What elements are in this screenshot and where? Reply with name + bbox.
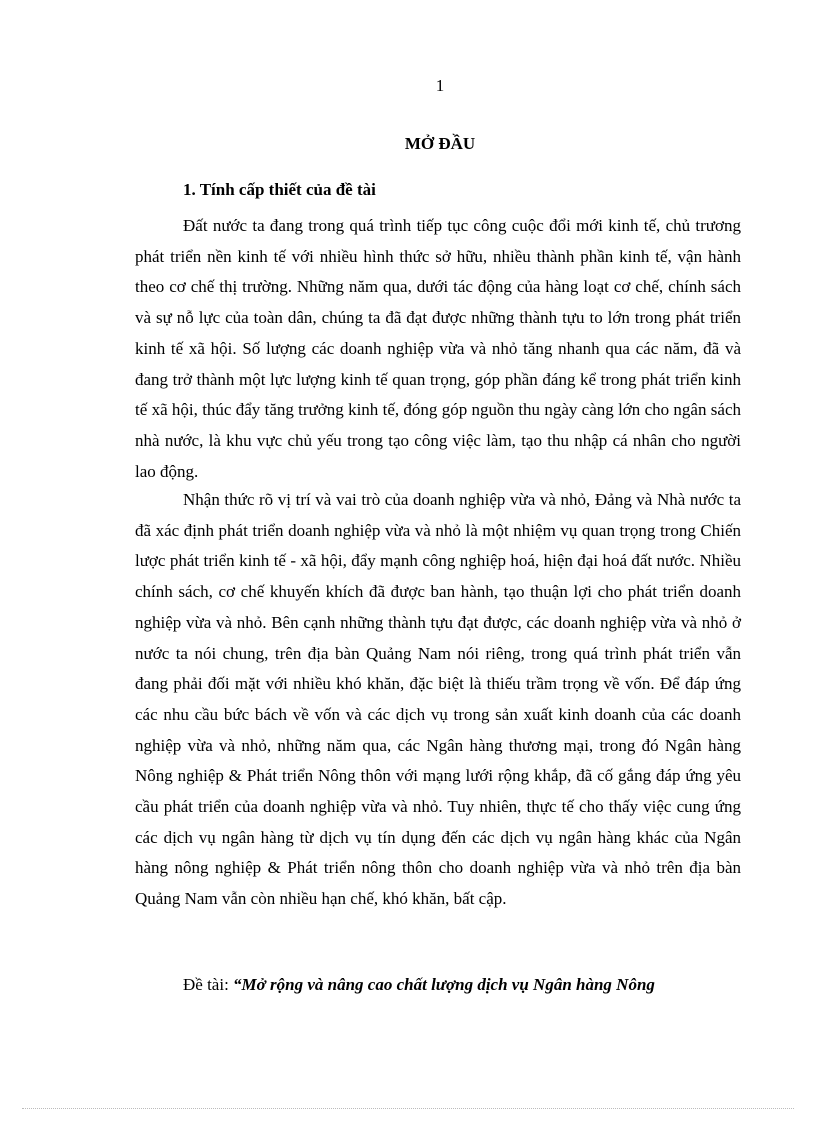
paragraph: Đất nước ta đang trong quá trình tiếp tục công cuộc đổi mới kinh tế, chủ trương phát triển nền kinh tế với nhiều hình thức sở hữu, nhiều thành phần kinh tế, vận hành theo cơ chế thị trường. Những năm qua, dưới tác động của hàng loạt cơ chế, chính sách và sự nỗ lực của toàn dân, chúng ta đã đạt được những thành tựu to lớn trong phát triển kinh tế xã hội. Số lượng các doanh nghiệp vừa và nhỏ tăng nhanh qua các năm, đã và đang trở thành một lực lượng kinh tế quan trọng, góp phần đáng kể trong phát triển kinh tế xã hội, thúc đẩy tăng trưởng kinh tế, đóng góp nguồn thu ngày càng lớn cho ngân sách nhà nước, là khu vực chủ yếu trong tạo công việc làm, tạo thu nhập cá nhân cho người lao động. (135, 216, 741, 481)
paragraph-block-1 (135, 211, 741, 487)
page-bottom-divider (22, 1108, 794, 1109)
topic-prefix: Đề tài: (183, 975, 234, 994)
paragraph-block-2 (135, 485, 741, 915)
paragraph: Nhận thức rõ vị trí và vai trò của doanh nghiệp vừa và nhỏ, Đảng và Nhà nước ta đã xác định phát triển doanh nghiệp vừa và nhỏ là một nhiệm vụ quan trọng trong Chiến lược phát triển kinh tế - xã hội, đẩy mạnh công nghiệp hoá, hiện đại hoá đất nước. Nhiều chính sách, cơ chế khuyến khích đã được ban hành, tạo thuận lợi cho phát triển doanh nghiệp vừa và nhỏ. Bên cạnh những thành tựu đạt được, các doanh nghiệp vừa và nhỏ ở nước ta nói chung, trên địa bàn Quảng Nam nói riêng, trong quá trình phát triển vẫn đang phải đối mặt với nhiều khó khăn, đặc biệt là thiếu trầm trọng về vốn. Để đáp ứng các nhu cầu bức bách về vốn và các dịch vụ trong sản xuất kinh doanh của các doanh nghiệp vừa và nhỏ, những năm qua, các Ngân hàng thương mại, trong đó Ngân hàng Nông nghiệp & Phát triển Nông thôn với mạng lưới rộng khắp, đã cố gắng đáp ứng yêu cầu phát triển của doanh nghiệp vừa và nhỏ. Tuy nhiên, thực tế cho thấy việc cung ứng các dịch vụ ngân hàng từ dịch vụ tín dụng đến các dịch vụ ngân hàng khác của Ngân hàng nông nghiệp & Phát triển nông thôn cho doanh nghiệp vừa và nhỏ trên địa bàn Quảng Nam vẫn còn nhiều hạn chế, khó khăn, bất cập. (135, 490, 741, 909)
section-title: 1. Tính cấp thiết của đề tài (183, 180, 376, 199)
topic-line (135, 970, 741, 1001)
topic-block (135, 970, 741, 1001)
page-number: 1 (435, 76, 445, 95)
page-title: MỞ ĐẦU (404, 134, 476, 153)
topic-title: “Mở rộng và nâng cao chất lượng dịch vụ Ngân hàng Nông (233, 975, 655, 994)
